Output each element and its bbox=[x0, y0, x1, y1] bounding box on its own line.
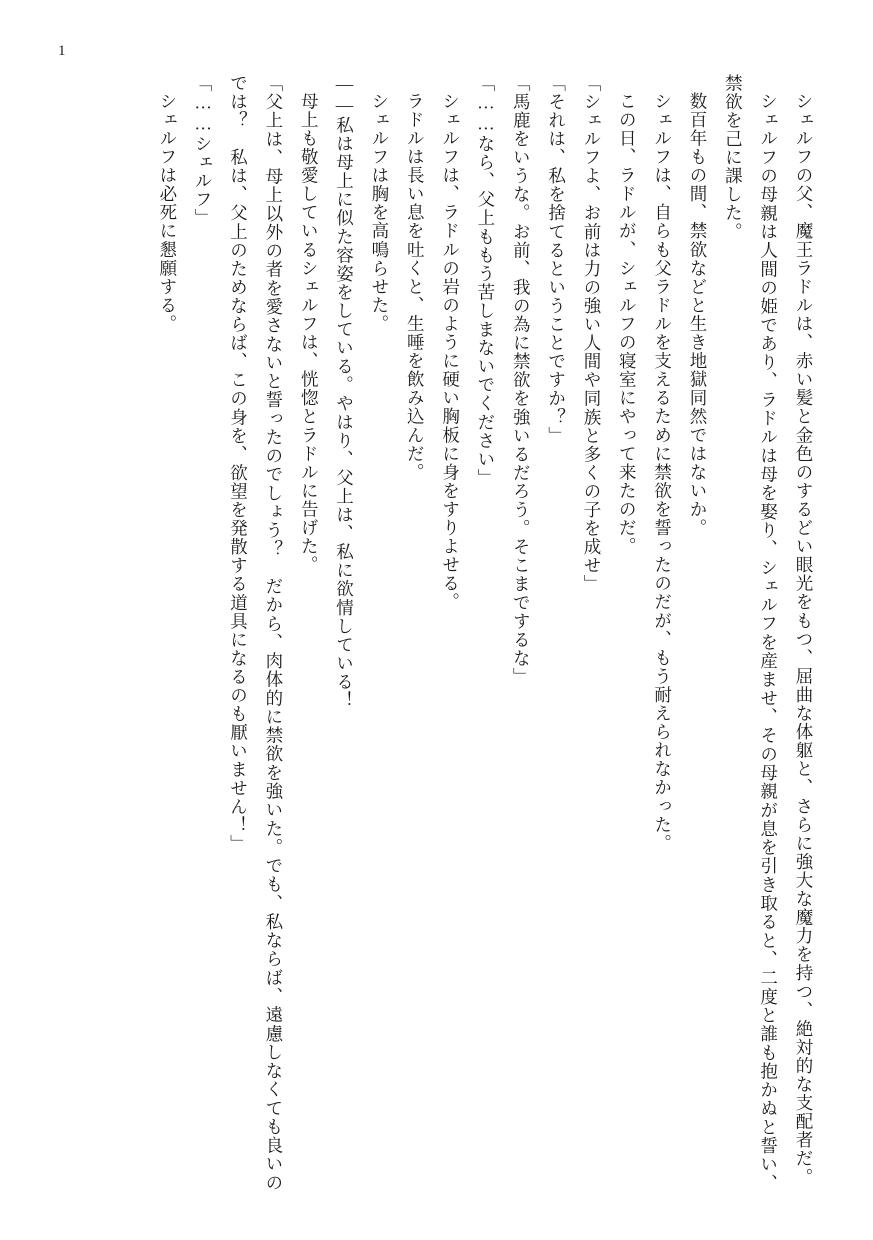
paragraph: 「……なら、父上ももう苦しまないでください」 bbox=[475, 74, 496, 488]
paragraph: 母上も敬愛しているシェルフは、恍惚とラドルに告げた。 bbox=[299, 91, 320, 574]
paragraph: 「馬鹿をいうな。お前、我の為に禁欲を強いるだろう。そこまでするな」 bbox=[511, 74, 532, 687]
paragraph: 「父上は、母上以外の者を愛さないと誓ったのでしょう？ だから、肉体的に禁欲を強いた。でも、私ならば、遠慮しなくても良いのでは？ 私は、父上のためならば、この身を、欲望を発散する道具になるのも厭いません！」 bbox=[228, 74, 284, 1192]
paragraph: シェルフは必死に懇願する。 bbox=[157, 91, 178, 333]
paragraph: シェルフの母親は人間の姫であり、ラドルは母を娶り、シェルフを産ませ、その母親が息を引き取ると、二度と誰も抱かぬと誓い、禁欲を己に課した。 bbox=[723, 74, 779, 1192]
paragraph: シェルフは、ラドルの岩のように硬い胸板に身をすりよせる。 bbox=[440, 91, 461, 611]
paragraph: 「……シェルフ」 bbox=[193, 74, 214, 228]
paragraph: シェルフは胸を高鳴らせた。 bbox=[369, 91, 390, 333]
paragraph: シェルフは、自らも父ラドルを支えるために禁欲を誓ったのだが、もう耐えられなかった。 bbox=[652, 91, 673, 853]
paragraph: ——私は母上に似た容姿をしている。やはり、父上は、私に欲情している！ bbox=[334, 74, 355, 710]
page-number: 1 bbox=[58, 43, 66, 59]
paragraph: 「シェルフよ、お前は力の強い人間や同族と多くの子を成せ」 bbox=[581, 74, 602, 594]
paragraph: 「それは、私を捨てるということですか？」 bbox=[546, 74, 567, 445]
paragraph: ラドルは長い息を吐くと、生唾を飲み込んだ。 bbox=[405, 91, 426, 482]
paragraph: 数百年もの間、禁欲などと生き地獄同然ではないか。 bbox=[687, 91, 708, 537]
paragraph: シェルフの父、魔王ラドルは、赤い髪と金色のするどい眼光をもつ、屈曲な体躯と、さらに強大な魔力を持つ、絶対的な支配者だ。 bbox=[794, 91, 814, 1186]
vertical-body-text bbox=[120, 74, 821, 1192]
paragraph: この日、ラドルが、シェルフの寝室にやって来たのだ。 bbox=[617, 91, 638, 556]
